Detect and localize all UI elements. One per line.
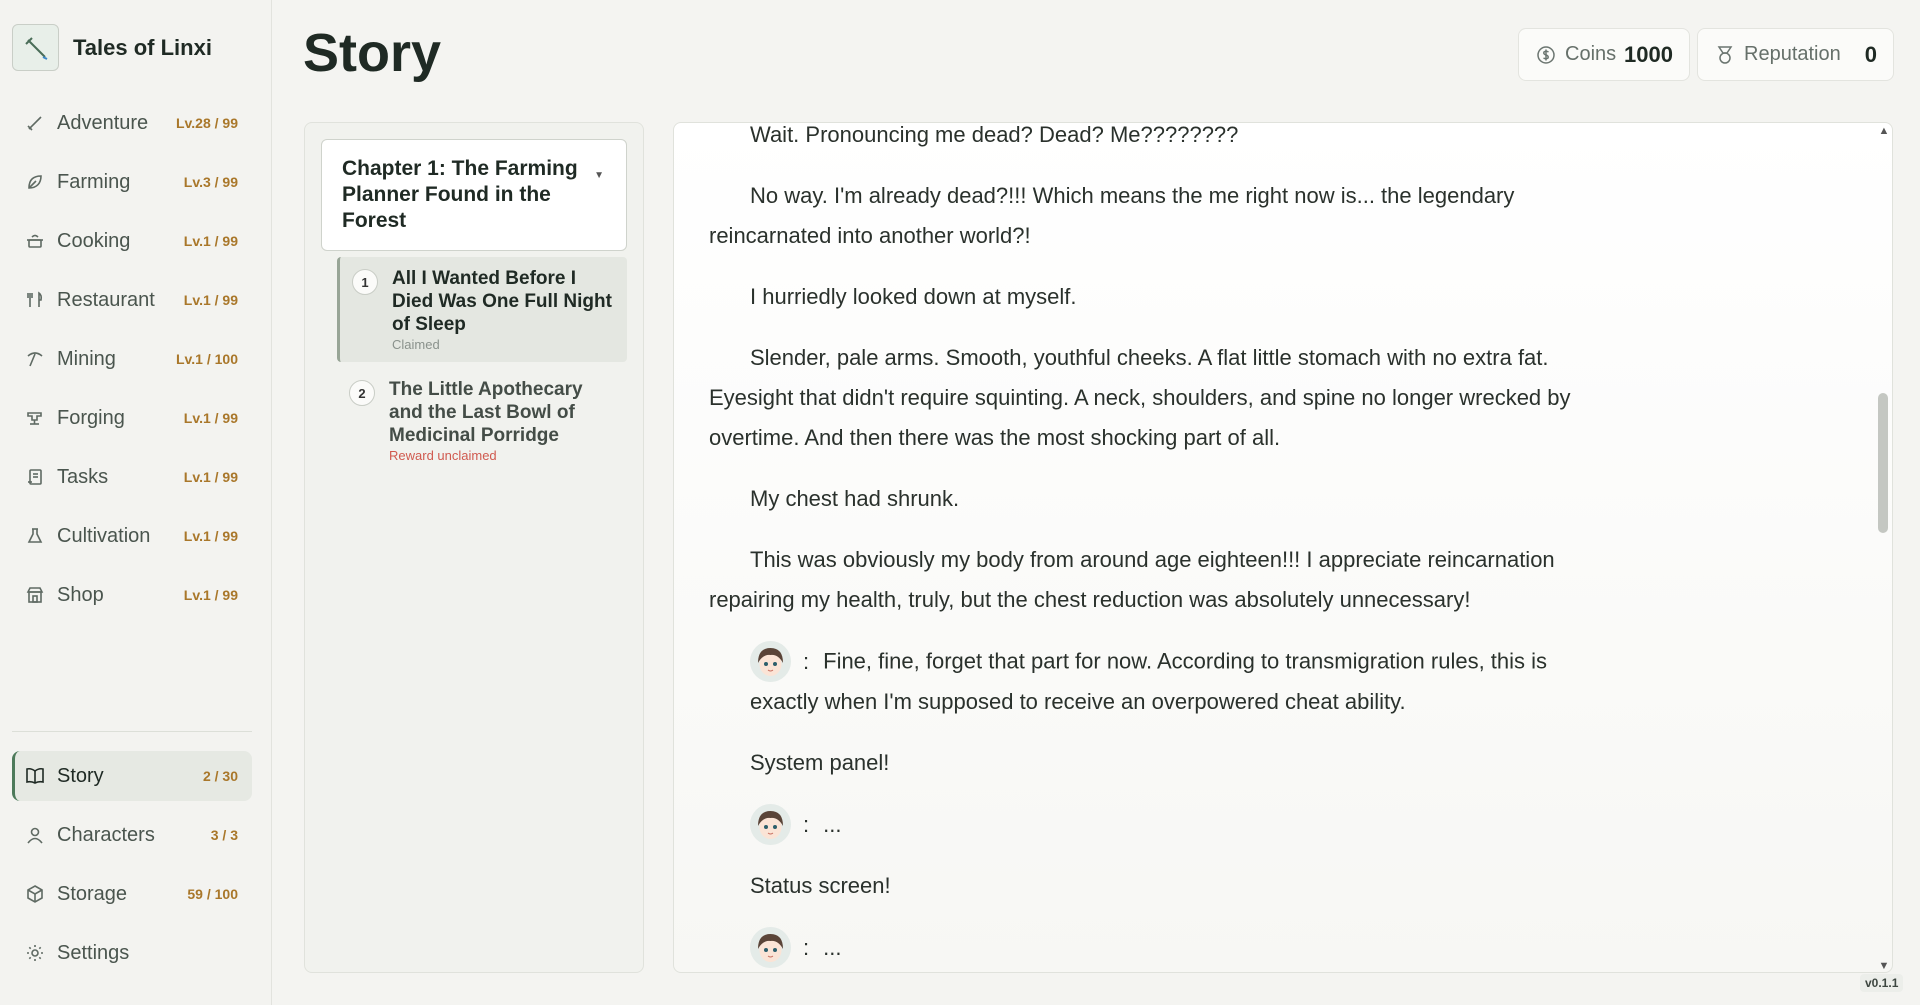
level-badge: Lv.1 / 99 — [183, 587, 238, 603]
sidebar-item-label: Forging — [57, 406, 125, 429]
level-badge: Lv.1 / 99 — [183, 233, 238, 249]
speaker-colon: : — [803, 811, 810, 837]
chapter-select-value: Chapter 1: The Farming Planner Found in the Forest — [342, 157, 578, 232]
sidebar-item-shop[interactable] — [12, 570, 252, 620]
sidebar-item-label: Adventure — [57, 111, 149, 134]
pot-icon — [24, 230, 46, 252]
brand — [12, 24, 212, 71]
scroll-icon — [24, 466, 46, 488]
story-paragraph: Wait. Pronouncing me dead? Dead? Me???????? — [750, 122, 1239, 147]
progress-badge: 2 / 30 — [202, 768, 238, 784]
dialogue-text: ... — [823, 934, 842, 960]
episode-status: Claimed — [392, 337, 440, 352]
progress-badge: 3 / 3 — [210, 827, 238, 843]
progress-badge: 59 / 100 — [187, 886, 238, 902]
speaker-colon: : — [803, 934, 810, 960]
dialogue-line — [709, 804, 1579, 845]
sidebar-item-label: Storage — [57, 882, 128, 905]
story-text — [709, 123, 1579, 973]
reputation-label: Reputation — [1744, 43, 1841, 65]
avatar — [750, 804, 791, 845]
sidebar-item-settings[interactable] — [12, 928, 252, 978]
main-nav — [12, 98, 252, 629]
sidebar-item-label: Tasks — [57, 465, 109, 488]
level-badge: Lv.1 / 99 — [183, 469, 238, 485]
level-badge: Lv.28 / 99 — [175, 115, 238, 131]
dialogue-line — [709, 927, 1579, 968]
reputation-stat — [1697, 28, 1894, 81]
sidebar-item-storage[interactable] — [12, 869, 252, 919]
utensils-icon — [24, 289, 46, 311]
episode-number: 1 — [352, 269, 378, 295]
episode-item[interactable] — [337, 257, 627, 362]
coins-value: 1000 — [1624, 41, 1673, 67]
story-paragraph: Slender, pale arms. Smooth, youthful cheeks. A flat little stomach with no extra fat. Eyesight that didn't require squinting. A neck, shoulders, and spine no longer wrecked by overtime. And then there was the most shocking part of all. — [709, 345, 1571, 450]
coins-label: Coins — [1565, 43, 1617, 65]
sidebar-item-label: Cooking — [57, 229, 131, 252]
level-badge: Lv.1 / 99 — [183, 528, 238, 544]
leaf-icon — [24, 171, 46, 193]
level-badge: Lv.1 / 99 — [183, 410, 238, 426]
story-paragraph: Status screen! — [750, 873, 891, 898]
book-icon — [24, 765, 46, 787]
dialogue-text: ... — [823, 811, 842, 837]
sidebar-item-label: Mining — [57, 347, 116, 370]
chapter-panel — [304, 122, 644, 973]
gear-icon — [24, 942, 46, 964]
story-reader[interactable] — [673, 122, 1893, 973]
chapter-select[interactable] — [321, 139, 627, 251]
sidebar-item-label: Settings — [57, 941, 130, 964]
story-paragraph: No way. I'm already dead?!!! Which means the me right now is... the legendary reincarnated into another world?! — [709, 183, 1515, 248]
nav-divider — [12, 731, 252, 732]
sidebar-item-restaurant[interactable] — [12, 275, 252, 325]
episode-item[interactable] — [337, 368, 627, 473]
sidebar-item-label: Characters — [57, 823, 155, 846]
scroll-up-arrow-icon[interactable]: ▲ — [1878, 125, 1890, 137]
sidebar-item-story[interactable] — [12, 751, 252, 801]
story-paragraph: This was obviously my body from around age eighteen!!! I appreciate reincarnation repairing my health, truly, but the chest reduction was absolutely unnecessary! — [709, 547, 1555, 612]
caret-down-icon: ▼ — [594, 170, 604, 181]
secondary-nav — [12, 751, 252, 987]
level-badge: Lv.1 / 99 — [183, 292, 238, 308]
story-paragraph: My chest had shrunk. — [750, 486, 960, 511]
sidebar-item-farming[interactable] — [12, 157, 252, 207]
reputation-value: 0 — [1864, 41, 1877, 67]
episode-title: The Little Apothecary and the Last Bowl of Medicinal Porridge — [389, 379, 583, 446]
sword-icon — [12, 24, 59, 71]
sidebar-item-tasks[interactable] — [12, 452, 252, 502]
coin-icon — [1535, 44, 1557, 66]
sidebar-item-label: Cultivation — [57, 524, 151, 547]
avatar — [750, 641, 791, 682]
episode-title: All I Wanted Before I Died Was One Full Night of Sleep — [392, 268, 612, 335]
speaker-colon: : — [803, 648, 810, 674]
flask-icon — [24, 525, 46, 547]
sidebar-item-forging[interactable] — [12, 393, 252, 443]
sidebar-item-cooking[interactable] — [12, 216, 252, 266]
sidebar-item-mining[interactable] — [12, 334, 252, 384]
app-title: Tales of Linxi — [73, 34, 212, 60]
medal-icon — [1714, 44, 1736, 66]
anvil-icon — [24, 407, 46, 429]
scroll-thumb[interactable] — [1878, 393, 1888, 533]
sidebar-item-label: Story — [57, 764, 104, 787]
sidebar-item-cultivation[interactable] — [12, 511, 252, 561]
level-badge: Lv.1 / 100 — [175, 351, 238, 367]
scroll-down-arrow-icon[interactable]: ▼ — [1878, 960, 1890, 972]
version-badge: v0.1.1 — [1860, 974, 1903, 992]
user-icon — [24, 824, 46, 846]
coins-stat — [1518, 28, 1690, 81]
sidebar — [0, 0, 272, 1005]
sword-icon — [24, 112, 46, 134]
avatar — [750, 927, 791, 968]
sidebar-item-adventure[interactable] — [12, 98, 252, 148]
level-badge: Lv.3 / 99 — [183, 174, 238, 190]
box-icon — [24, 883, 46, 905]
story-paragraph: System panel! — [750, 750, 890, 775]
sidebar-item-characters[interactable] — [12, 810, 252, 860]
pickaxe-icon — [24, 348, 46, 370]
sidebar-item-label: Shop — [57, 583, 104, 606]
sidebar-item-label: Restaurant — [57, 288, 155, 311]
episode-number: 2 — [349, 380, 375, 406]
sidebar-item-label: Farming — [57, 170, 131, 193]
store-icon — [24, 584, 46, 606]
episode-status: Reward unclaimed — [389, 448, 497, 463]
dialogue-text: Fine, fine, forget that part for now. According to transmigration rules, this is exactly when I'm supposed to receive an overpowered cheat ability. — [750, 648, 1548, 714]
story-paragraph: I hurriedly looked down at myself. — [750, 284, 1077, 309]
page-title: Story — [303, 23, 442, 83]
reader-scrollbar[interactable] — [1874, 123, 1892, 972]
dialogue-line — [709, 641, 1579, 722]
